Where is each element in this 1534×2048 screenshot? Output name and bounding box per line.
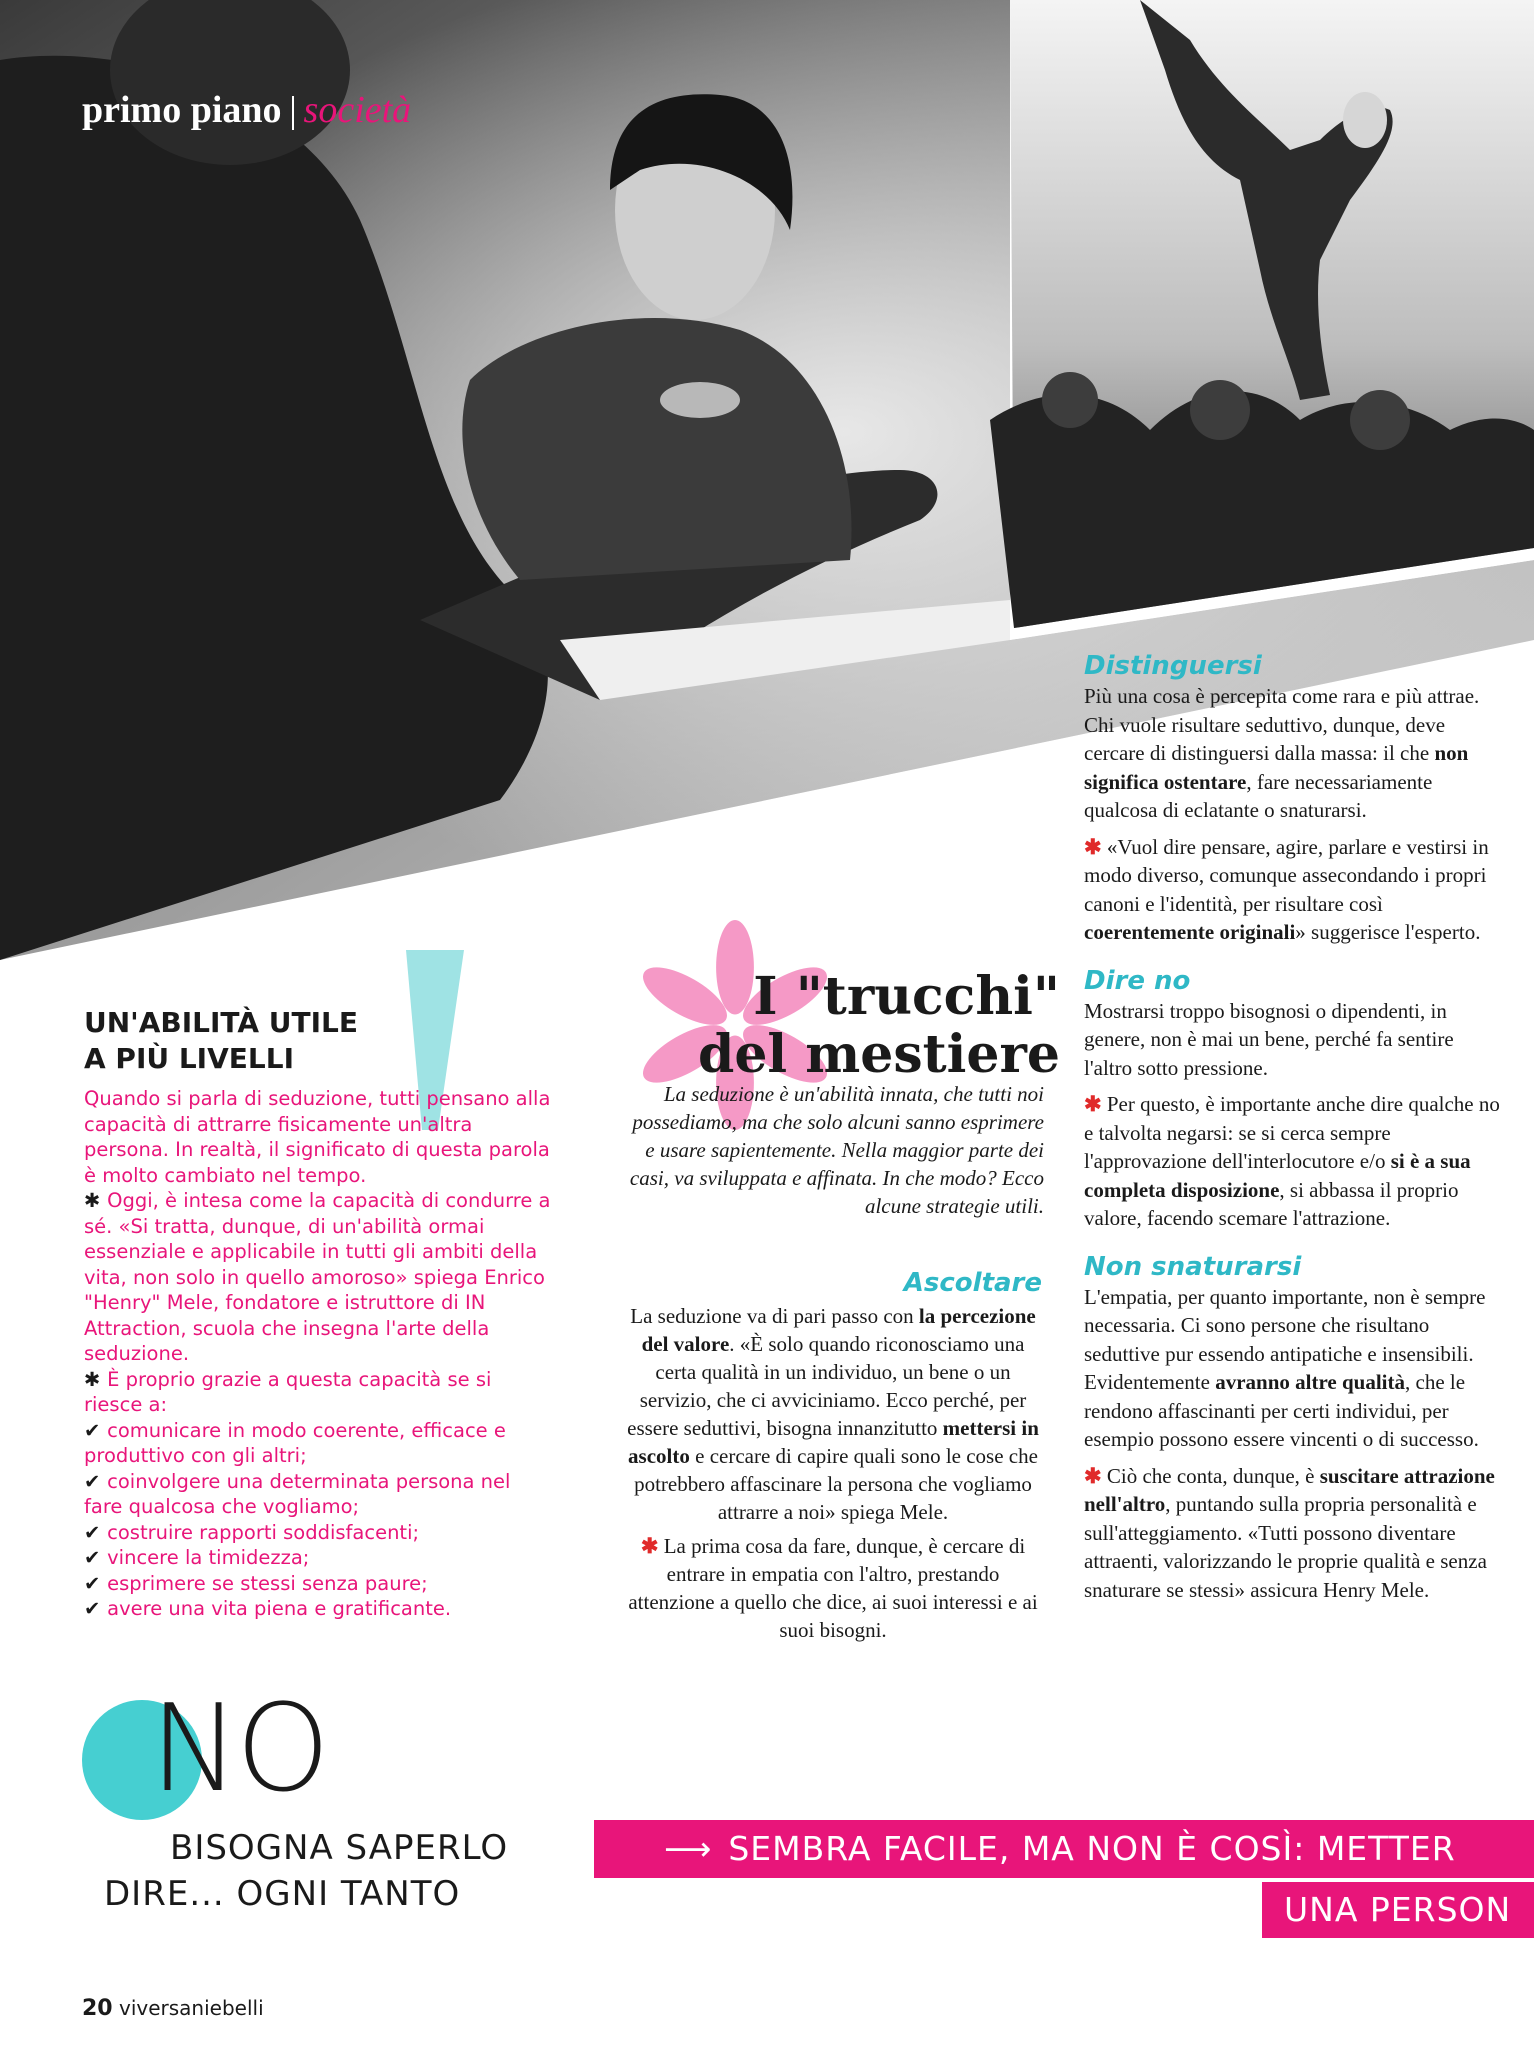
text-run: , si abbassa il proprio valore, facendo scemare l'attrazione. <box>1084 1177 1459 1230</box>
section-header <box>82 88 411 132</box>
no-big-text: NO <box>150 1680 327 1819</box>
bold-run: non significa ostentare <box>1084 741 1469 794</box>
middle-title <box>640 968 1060 1084</box>
left-para-3: È proprio grazie a questa capacità se si riesce a: <box>84 1367 492 1416</box>
heading-dire-no: Dire no <box>1084 965 1191 996</box>
star-icon: ✱ <box>84 1367 108 1391</box>
banner-text-1: SEMBRA FACILE, MA NON È COSÌ: METTER <box>728 1829 1456 1868</box>
section-label: primo piano <box>82 89 282 131</box>
banner-line-1 <box>594 1820 1534 1878</box>
text-run: e cercare di capire quali sono le cose che potrebbero affascinare la persona che vogliamo attrarre a noi» spiega Mele. <box>634 1444 1038 1524</box>
check-icon: ✔ <box>84 1546 108 1569</box>
bold-run: mettersi in ascolto <box>628 1416 1039 1468</box>
no-subtitle-line2: DIRE... OGNI TANTO <box>104 1874 461 1914</box>
middle-intro: La seduzione è un'abilità innata, che tutti noi possediamo, ma che solo alcuni sanno esprimere e usare sapientemente. Nella maggior parte dei casi, va sviluppata e affinata. In che modo? Ecco alcune strategie utili. <box>629 1082 1044 1218</box>
banner-text-2: UNA PERSON <box>1284 1890 1512 1929</box>
subsection-label: società <box>303 89 412 131</box>
text-run: Ciò che conta, dunque, è <box>1106 1463 1320 1488</box>
left-para-2: Oggi, è intesa come la capacità di condurre a sé. «Si tratta, dunque, di un'abilità ormai essenziale e applicabile in tutti gli ambiti della vita, non solo in quello amoroso» spiega Enrico "Henry" Mele, fondatore e istruttore di IN Attraction, scuola che insegna l'arte della seduzione. <box>84 1189 551 1365</box>
check-icon: ✔ <box>84 1469 108 1493</box>
checklist-item: esprimere se stessi senza paure; <box>107 1571 428 1595</box>
text-run: «Vuol dire pensare, agire, parlare e vestirsi in modo diverso, comunque assecondando i propri canoni e l'identità, per risultare così <box>1084 834 1489 916</box>
middle-title-line2: del mestiere <box>697 1024 1060 1085</box>
text-run: , che le rendono affascinanti per certi individui, per esempio possono essere vincenti o di successo. <box>1084 1370 1479 1451</box>
checklist-item: avere una vita piena e gratificante. <box>107 1597 452 1620</box>
text-run: L'empatia, per quanto importante, non è sempre necessaria. Ci sono persone che risultano seduttive pur essendo antipatiche e insensibili. Evidentemente <box>1084 1284 1486 1394</box>
header-divider <box>292 96 294 130</box>
text-run: . «È solo quando riconosciamo una certa qualità in un individuo, un bene o un servizio, che ci avviciniamo. Ecco perché, per essere seduttivi, bisogna innanzitutto <box>627 1332 1027 1440</box>
middle-body <box>624 1302 1042 1644</box>
check-icon: ✔ <box>84 1571 108 1595</box>
left-box-body <box>84 1086 554 1622</box>
arrow-right-icon: ⟶ <box>664 1829 713 1868</box>
page-footer <box>82 1996 264 2021</box>
text-run: , fare necessariamente qualcosa di eclatante o snaturarsi. <box>1084 769 1433 822</box>
checklist-item: comunicare in modo coerente, efficace e produttivo con gli altri; <box>84 1418 506 1467</box>
check-icon: ✔ <box>84 1520 108 1544</box>
bold-run: la percezione del valore <box>641 1304 1036 1356</box>
checklist-item: coinvolgere una determinata persona nel fare qualcosa che vogliamo; <box>84 1469 511 1518</box>
text-run: La seduzione va di pari passo con <box>630 1304 919 1328</box>
no-subtitle-line1: BISOGNA SAPERLO <box>170 1828 509 1868</box>
text-run: » suggerisce l'esperto. <box>1295 920 1481 944</box>
page-number: 20 <box>82 1996 113 2021</box>
right-photo <box>990 0 1534 650</box>
star-icon: ✱ <box>84 1189 108 1212</box>
bold-run: suscitare attrazione nell'altro <box>1084 1463 1495 1516</box>
heading-ascoltare: Ascoltare <box>903 1268 1042 1298</box>
left-title-line1: UN'ABILITÀ UTILE <box>84 1006 358 1039</box>
star-icon: ✱ <box>1084 1463 1107 1488</box>
checklist-item: vincere la timidezza; <box>107 1546 310 1569</box>
right-column <box>1084 650 1504 1612</box>
heading-non-snaturarsi: Non snaturarsi <box>1084 1251 1302 1282</box>
left-para-1: Quando si parla di seduzione, tutti pensano alla capacità di attrarre fisicamente un'altra persona. In realtà, il significato di questa parola è molto cambiato nel tempo. <box>84 1087 551 1187</box>
checklist-item: costruire rapporti soddisfacenti; <box>107 1520 420 1544</box>
bold-run: avranno altre qualità <box>1215 1370 1405 1394</box>
bold-run: coerentemente originali <box>1084 920 1296 944</box>
text-run: La prima cosa da fare, dunque, è cercare di entrare in empatia con l'altro, prestando attenzione a quello che dice, ai suoi interessi e ai suoi bisogni. <box>628 1534 1038 1642</box>
text-run: Più una cosa è percepita come rara e più attrae. Chi vuole risultare seduttivo, dunque, deve cercare di distinguersi dalla massa: il che <box>1084 684 1480 765</box>
left-title-line2: A PIÙ LIVELLI <box>84 1042 294 1075</box>
star-icon: ✱ <box>1084 834 1107 859</box>
left-box-title <box>84 1005 504 1077</box>
star-icon: ✱ <box>640 1534 664 1558</box>
bold-run: si è a sua completa disposizione <box>1084 1149 1471 1202</box>
middle-title-line1: I "trucchi" <box>753 966 1060 1027</box>
star-icon: ✱ <box>1084 1092 1107 1116</box>
check-icon: ✔ <box>84 1418 108 1442</box>
magazine-brand: viversaniebelli <box>118 1996 264 2020</box>
text-run: Per questo, è importante anche dire qualche no e talvolta negarsi: se si cerca sempre l'approvazione dell'interlocutore e/o <box>1084 1092 1500 1173</box>
text-run: Mostrarsi troppo bisognosi o dipendenti, in genere, non è mai un bene, perché fa sentire l'altro sotto pressione. <box>1084 998 1454 1080</box>
check-icon: ✔ <box>84 1597 108 1620</box>
heading-distinguersi: Distinguersi <box>1084 651 1262 681</box>
text-run: , puntando sulla propria personalità e sull'atteggiamento. «Tutti possono diventare attraenti, valorizzando le proprie qualità e senza snaturare se stessi» assicura Henry Mele. <box>1084 1492 1487 1602</box>
